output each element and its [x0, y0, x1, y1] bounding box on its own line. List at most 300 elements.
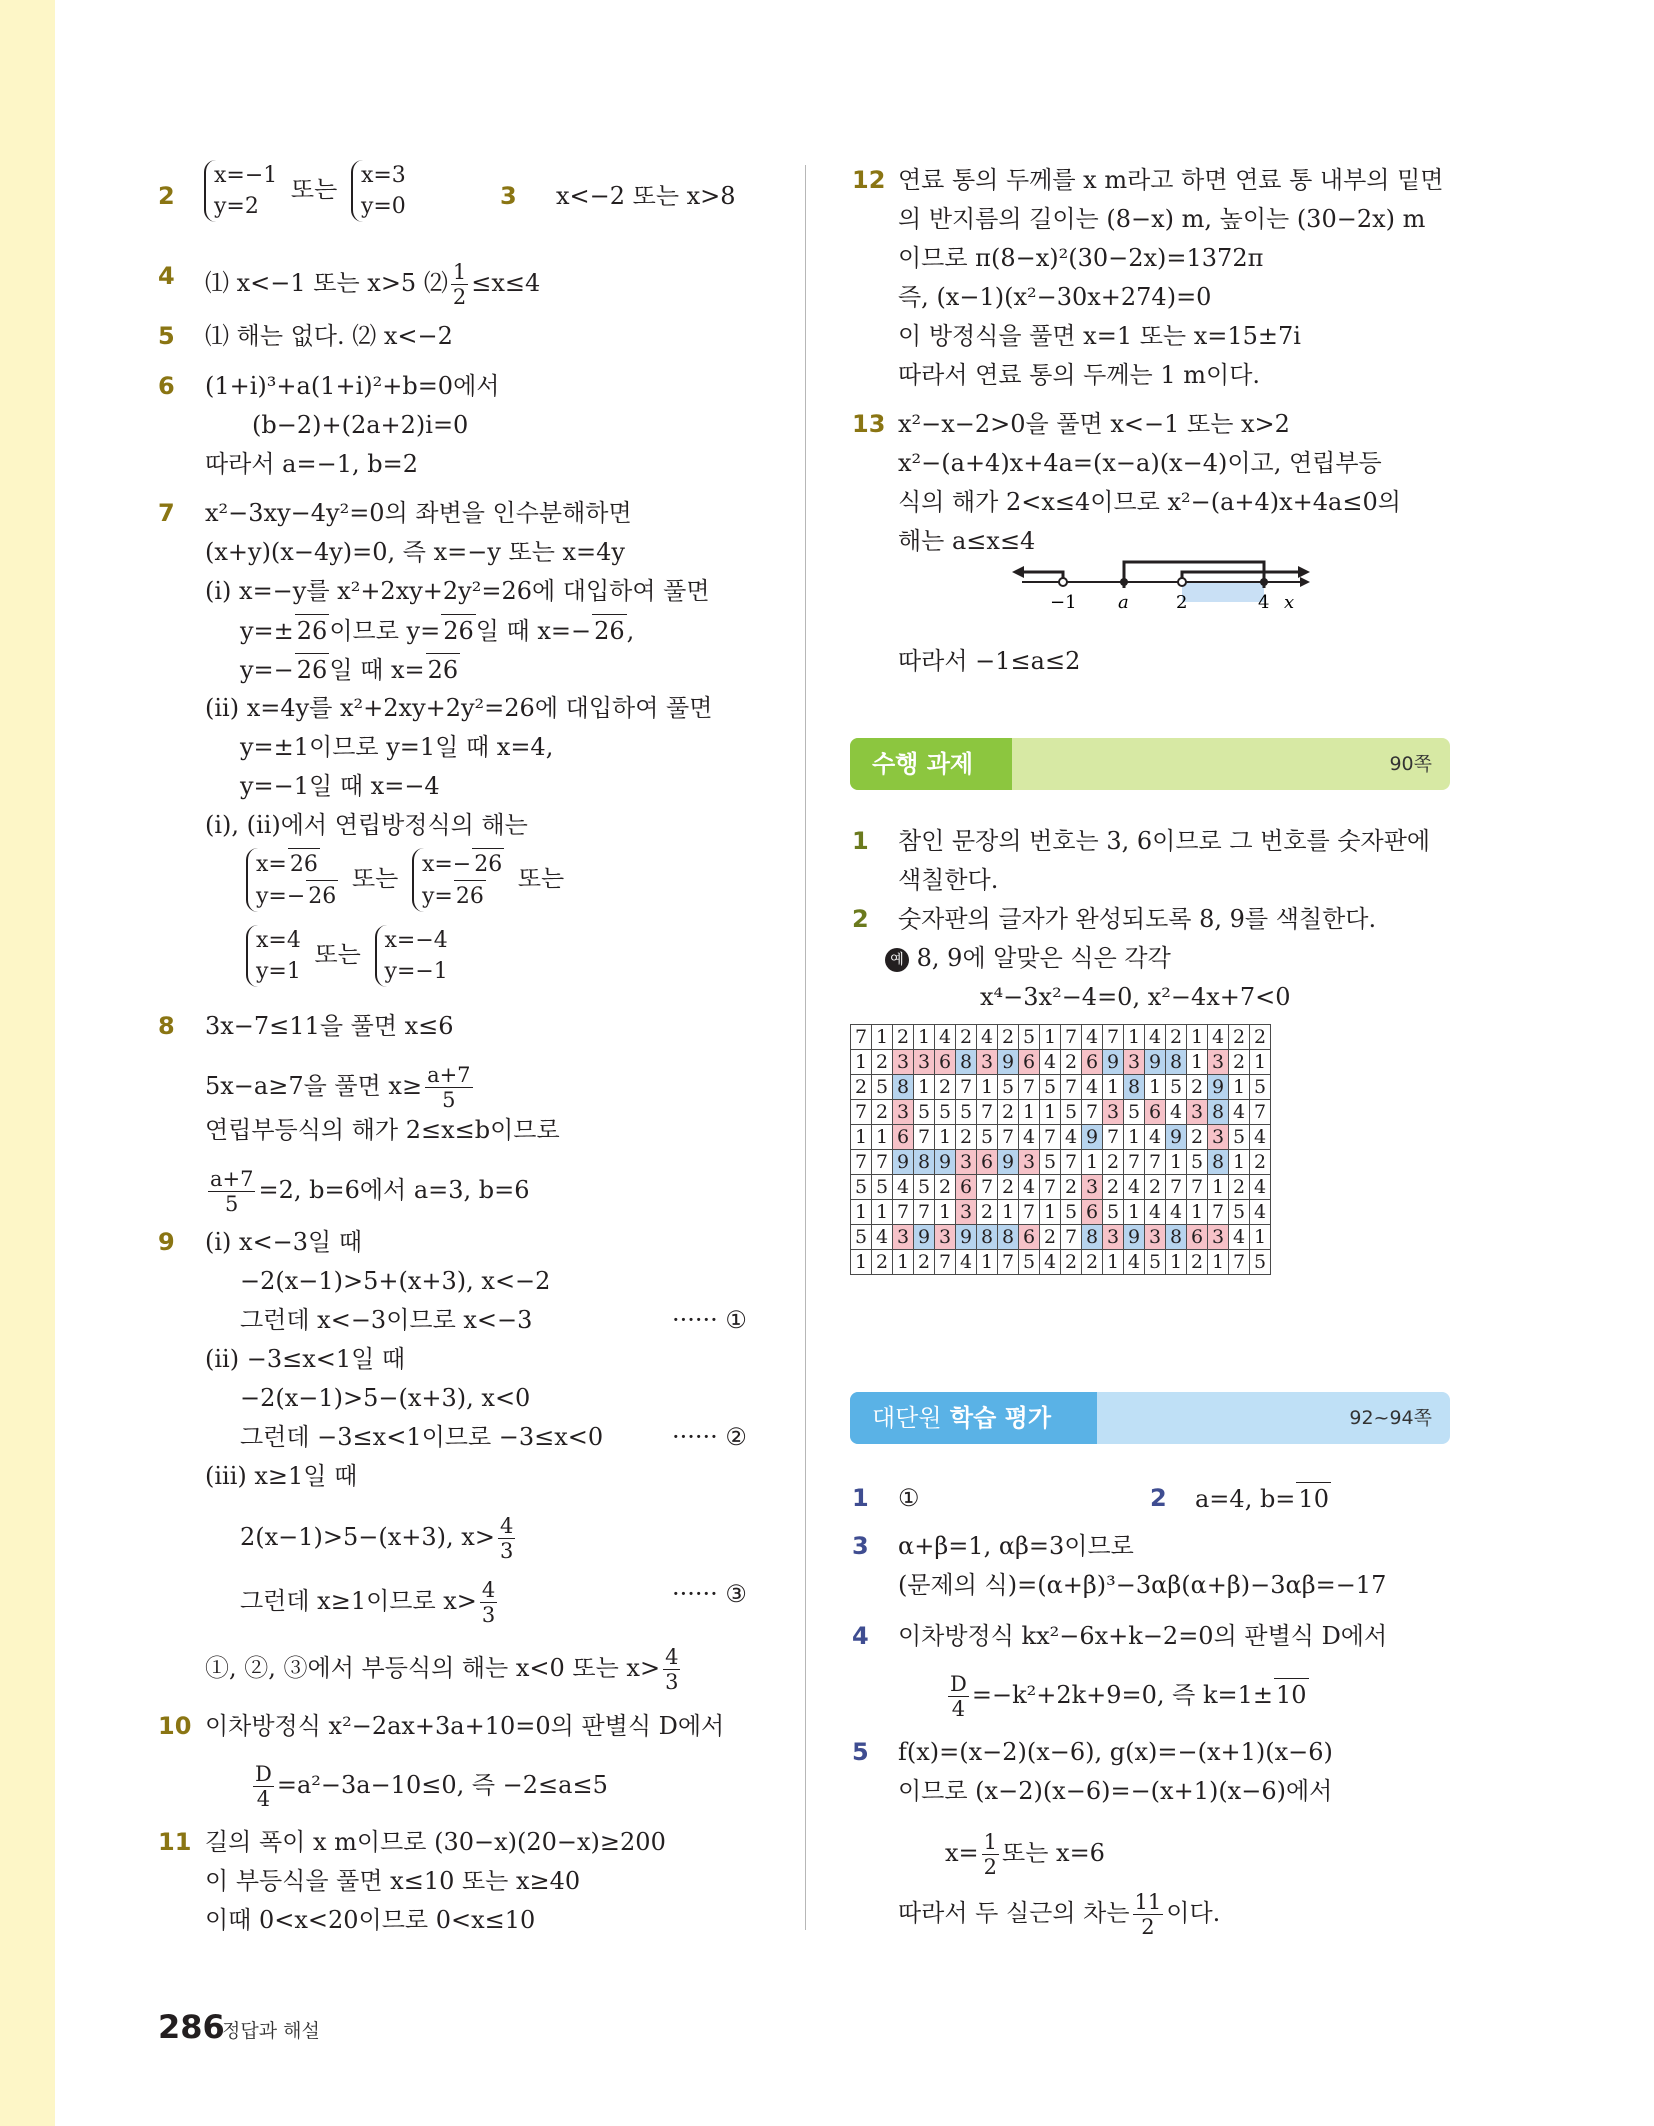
example-badge: 예 [885, 948, 909, 972]
grid-cell: 9 [914, 1225, 935, 1250]
grid-cell: 2 [977, 1200, 998, 1225]
p9-line: 그런데 x≥1이므로 x> $\frac{4}{3}$ [240, 1578, 496, 1627]
problem-number: 4 [158, 262, 175, 290]
grid-cell: 7 [1250, 1100, 1271, 1125]
overlap-region [1182, 582, 1264, 602]
grid-cell: 5 [914, 1175, 935, 1200]
problem-number: 2 [158, 182, 175, 210]
grid-cell: 4 [1145, 1200, 1166, 1225]
p9-line: (iii) x≥1일 때 [205, 1462, 358, 1490]
grid-cell: 5 [1019, 1025, 1040, 1050]
review-answer: ① [898, 1484, 920, 1512]
grid-cell: 4 [1040, 1050, 1061, 1075]
grid-cell: 7 [914, 1200, 935, 1225]
grid-cell: 4 [1250, 1200, 1271, 1225]
grid-cell: 5 [1250, 1250, 1271, 1275]
grid-cell: 8 [1208, 1100, 1229, 1125]
grid-cell: 2 [1103, 1175, 1124, 1200]
grid-cell: 2 [1061, 1175, 1082, 1200]
grid-cell: 1 [1040, 1100, 1061, 1125]
p7-systems-row2: x=4 y=1 또는 x=−4 y=−1 [240, 925, 454, 987]
problem-number: 8 [158, 1012, 175, 1040]
grid-cell: 4 [1145, 1025, 1166, 1050]
grid-cell: 1 [1103, 1075, 1124, 1100]
task-line: x⁴−3x²−4=0, x²−4x+7<0 [980, 983, 1291, 1011]
grid-cell: 6 [1082, 1050, 1103, 1075]
grid-cell: 1 [1124, 1125, 1145, 1150]
review-line: f(x)=(x−2)(x−6), g(x)=−(x+1)(x−6) [898, 1738, 1333, 1766]
grid-cell: 7 [1019, 1075, 1040, 1100]
grid-cell: 2 [998, 1100, 1019, 1125]
grid-cell: 2 [914, 1250, 935, 1275]
grid-cell: 1 [1040, 1025, 1061, 1050]
grid-cell: 1 [998, 1200, 1019, 1225]
grid-cell: 3 [1082, 1175, 1103, 1200]
banner-page: 90쪽 [1389, 753, 1432, 775]
grid-cell: 7 [851, 1150, 872, 1175]
problem-number: 3 [500, 182, 517, 210]
p12-line: 연료 통의 두께를 x m라고 하면 연료 통 내부의 밑면 [898, 166, 1444, 194]
tick-label: x [1284, 592, 1295, 613]
grid-cell: 2 [872, 1100, 893, 1125]
grid-cell: 1 [893, 1250, 914, 1275]
grid-cell: 1 [1019, 1100, 1040, 1125]
grid-cell: 9 [998, 1050, 1019, 1075]
p6-line: (b−2)+(2a+2)i=0 [252, 411, 469, 439]
p12-line: 의 반지름의 길이는 (8−x) m, 높이는 (30−2x) m [898, 205, 1426, 233]
p7-line: y=−1일 때 x=−4 [240, 772, 440, 800]
grid-row [851, 1175, 1271, 1200]
grid-cell: 5 [872, 1075, 893, 1100]
grid-cell: 4 [977, 1025, 998, 1050]
grid-cell: 2 [935, 1075, 956, 1100]
grid-cell: 6 [1187, 1225, 1208, 1250]
column-divider [805, 165, 806, 1930]
grid-cell: 3 [1124, 1050, 1145, 1075]
grid-cell: 1 [1250, 1050, 1271, 1075]
grid-cell: 4 [1082, 1025, 1103, 1050]
grid-cell: 3 [1103, 1100, 1124, 1125]
p7-line: x²−3xy−4y²=0의 좌변을 인수분해하면 [205, 499, 632, 527]
p7-line: (x+y)(x−4y)=0, 즉 x=−y 또는 x=4y [205, 538, 625, 566]
p7-line: (i), (ii)에서 연립방정식의 해는 [205, 811, 528, 839]
grid-row [851, 1025, 1271, 1050]
p11-line: 이때 0<x<20이므로 0<x≤10 [205, 1906, 536, 1934]
grid-cell: 7 [851, 1025, 872, 1050]
grid-cell: 3 [1208, 1125, 1229, 1150]
grid-cell: 9 [1145, 1050, 1166, 1075]
grid-cell: 7 [1061, 1225, 1082, 1250]
grid-cell: 7 [977, 1175, 998, 1200]
p10-line: $\frac{D}{4}$ =a²−3a−10≤0, 즉 −2≤a≤5 [255, 1762, 608, 1811]
grid-cell: 8 [1082, 1225, 1103, 1250]
review-line: 이차방정식 kx²−6x+k−2=0의 판별식 D에서 [898, 1622, 1388, 1650]
grid-cell: 3 [1019, 1150, 1040, 1175]
section-banner-task [850, 738, 1450, 790]
grid-row [851, 1225, 1271, 1250]
problem-number: 1 [852, 827, 869, 855]
left-ray [1022, 572, 1063, 582]
grid-cell: 3 [893, 1100, 914, 1125]
grid-cell: 8 [1166, 1050, 1187, 1075]
review-line: $\frac{D}{4}$ =−k²+2k+9=0, 즉 k=1± 10 [950, 1672, 1307, 1721]
page-number: 286 [158, 2008, 225, 2046]
grid-cell: 5 [1166, 1075, 1187, 1100]
p9-line: (ii) −3≤x<1일 때 [205, 1345, 406, 1373]
p4-answer: ⑴ x<−1 또는 x>5 ⑵ $\frac{1}{2}$ ≤x≤4 [205, 260, 541, 309]
p9-marker: ······ ① [672, 1306, 747, 1334]
grid-cell: 2 [1082, 1250, 1103, 1275]
grid-cell: 2 [1250, 1150, 1271, 1175]
grid-cell: 7 [1082, 1100, 1103, 1125]
grid-cell: 1 [872, 1025, 893, 1050]
problem-number: 5 [852, 1738, 869, 1766]
grid-cell: 3 [1103, 1225, 1124, 1250]
grid-cell: 4 [1019, 1175, 1040, 1200]
grid-row [851, 1075, 1271, 1100]
grid-cell: 4 [1229, 1100, 1250, 1125]
grid-cell: 8 [1166, 1225, 1187, 1250]
grid-cell: 5 [851, 1175, 872, 1200]
p9-line: −2(x−1)>5+(x+3), x<−2 [240, 1267, 551, 1295]
grid-row [851, 1100, 1271, 1125]
problem-number: 1 [852, 1484, 869, 1512]
grid-cell: 5 [977, 1125, 998, 1150]
grid-cell: 7 [1187, 1175, 1208, 1200]
grid-cell: 3 [1145, 1225, 1166, 1250]
grid-cell: 7 [851, 1100, 872, 1125]
grid-cell: 1 [977, 1075, 998, 1100]
grid-cell: 5 [851, 1225, 872, 1250]
grid-cell: 1 [1082, 1150, 1103, 1175]
grid-cell: 8 [998, 1225, 1019, 1250]
grid-cell: 9 [1166, 1125, 1187, 1150]
grid-cell: 1 [1040, 1200, 1061, 1225]
problem-number: 3 [852, 1532, 869, 1560]
section-banner-review [850, 1392, 1450, 1444]
grid-cell: 8 [956, 1050, 977, 1075]
grid-cell: 6 [956, 1175, 977, 1200]
grid-cell: 2 [935, 1175, 956, 1200]
p13-line: 식의 해가 2<x≤4이므로 x²−(a+4)x+4a≤0의 [898, 488, 1401, 516]
grid-cell: 1 [1103, 1250, 1124, 1275]
number-grid [850, 1024, 1271, 1275]
grid-cell: 1 [1208, 1250, 1229, 1275]
grid-cell: 2 [1040, 1225, 1061, 1250]
grid-cell: 9 [1208, 1075, 1229, 1100]
grid-cell: 5 [1145, 1250, 1166, 1275]
grid-cell: 1 [935, 1200, 956, 1225]
grid-cell: 1 [1250, 1225, 1271, 1250]
grid-cell: 8 [1208, 1150, 1229, 1175]
review-answer: a=4, b= 10 [1195, 1482, 1331, 1515]
grid-cell: 4 [935, 1025, 956, 1050]
grid-cell: 2 [1145, 1175, 1166, 1200]
p8-line: 3x−7≤11을 풀면 x≤6 [205, 1012, 454, 1040]
grid-cell: 2 [872, 1050, 893, 1075]
grid-cell: 5 [935, 1100, 956, 1125]
p12-line: 이 방정식을 풀면 x=1 또는 x=15±7i [898, 322, 1301, 350]
p7-line: y=±1이므로 y=1일 때 x=4, [240, 733, 554, 761]
grid-row [851, 1050, 1271, 1075]
grid-cell: 2 [1166, 1025, 1187, 1050]
grid-cell: 9 [956, 1225, 977, 1250]
grid-cell: 7 [977, 1100, 998, 1125]
grid-cell: 2 [893, 1025, 914, 1050]
grid-cell: 4 [1166, 1200, 1187, 1225]
problem-number: 4 [852, 1622, 869, 1650]
banner-title: 대단원 학습 평가 [850, 1392, 1097, 1444]
grid-cell: 1 [1187, 1050, 1208, 1075]
grid-cell: 3 [977, 1050, 998, 1075]
grid-cell: 4 [1250, 1125, 1271, 1150]
p8-line: 연립부등식의 해가 2≤x≤b이므로 [205, 1116, 560, 1144]
grid-cell: 4 [1250, 1175, 1271, 1200]
grid-cell: 7 [998, 1125, 1019, 1150]
grid-cell: 7 [998, 1250, 1019, 1275]
banner-page: 92~94쪽 [1349, 1407, 1432, 1429]
p3-answer: x<−2 또는 x>8 [556, 182, 736, 210]
grid-cell: 5 [998, 1075, 1019, 1100]
grid-cell: 1 [935, 1125, 956, 1150]
review-line: α+β=1, αβ=3이므로 [898, 1532, 1134, 1560]
grid-cell: 5 [1061, 1100, 1082, 1125]
grid-cell: 7 [1145, 1150, 1166, 1175]
grid-cell: 2 [1187, 1125, 1208, 1150]
grid-cell: 2 [1187, 1075, 1208, 1100]
grid-cell: 4 [1229, 1225, 1250, 1250]
grid-cell: 2 [956, 1025, 977, 1050]
grid-cell: 1 [872, 1125, 893, 1150]
grid-cell: 4 [1208, 1025, 1229, 1050]
grid-cell: 1 [1229, 1150, 1250, 1175]
grid-cell: 4 [1061, 1125, 1082, 1150]
grid-cell: 9 [935, 1150, 956, 1175]
grid-cell: 1 [1124, 1200, 1145, 1225]
grid-cell: 6 [1019, 1225, 1040, 1250]
p12-line: 따라서 연료 통의 두께는 1 m이다. [898, 361, 1261, 389]
grid-cell: 1 [851, 1200, 872, 1225]
grid-cell: 8 [893, 1075, 914, 1100]
problem-number: 7 [158, 499, 175, 527]
grid-cell: 7 [1040, 1125, 1061, 1150]
tick-label: 4 [1258, 592, 1270, 613]
p5-answer: ⑴ 해는 없다. ⑵ x<−2 [205, 322, 453, 350]
grid-cell: 7 [935, 1250, 956, 1275]
grid-cell: 7 [1019, 1200, 1040, 1225]
grid-cell: 5 [1019, 1250, 1040, 1275]
task-line: 예 8, 9에 알맞은 식은 각각 [885, 942, 1171, 974]
closed-point [1260, 578, 1268, 586]
axis-arrow [1300, 577, 1310, 587]
grid-cell: 3 [893, 1225, 914, 1250]
p9-line: 2(x−1)>5−(x+3), x> $\frac{4}{3}$ [240, 1514, 514, 1563]
grid-cell: 5 [914, 1100, 935, 1125]
grid-cell: 4 [893, 1175, 914, 1200]
p9-marker: ······ ③ [672, 1580, 747, 1608]
p9-line: 그런데 −3≤x<1이므로 −3≤x<0 [240, 1423, 604, 1451]
footer-label: 정답과 해설 [222, 2020, 320, 2042]
right-ray [1182, 572, 1300, 582]
grid-cell: 1 [872, 1200, 893, 1225]
p6-line: (1+i)³+a(1+i)²+b=0에서 [205, 372, 500, 400]
grid-cell: 1 [1187, 1200, 1208, 1225]
p13-line: 따라서 −1≤a≤2 [898, 647, 1081, 675]
grid-cell: 6 [1019, 1050, 1040, 1075]
grid-cell: 4 [1124, 1175, 1145, 1200]
grid-cell: 9 [1103, 1050, 1124, 1075]
tick-label: −1 [1050, 592, 1077, 613]
problem-number: 12 [852, 166, 886, 194]
grid-cell: 7 [1208, 1200, 1229, 1225]
task-line: 색칠한다. [898, 866, 999, 894]
grid-cell: 2 [1229, 1050, 1250, 1075]
grid-cell: 2 [1250, 1025, 1271, 1050]
banner-title: 수행 과제 [850, 738, 1012, 790]
review-line: (문제의 식)=(α+β)³−3αβ(α+β)−3αβ=−17 [898, 1571, 1387, 1599]
grid-cell: 2 [1103, 1150, 1124, 1175]
grid-cell: 2 [872, 1250, 893, 1275]
grid-cell: 3 [1208, 1225, 1229, 1250]
grid-cell: 7 [1103, 1125, 1124, 1150]
problem-number: 11 [158, 1828, 192, 1856]
grid-cell: 5 [1229, 1200, 1250, 1225]
grid-cell: 6 [1082, 1200, 1103, 1225]
p13-line: x²−x−2>0을 풀면 x<−1 또는 x>2 [898, 410, 1290, 438]
task-line: 숫자판의 글자가 완성되도록 8, 9를 색칠한다. [898, 905, 1377, 933]
grid-cell: 7 [872, 1150, 893, 1175]
grid-cell: 3 [1187, 1100, 1208, 1125]
grid-cell: 4 [1124, 1250, 1145, 1275]
grid-cell: 3 [935, 1225, 956, 1250]
p12-line: 이므로 π(8−x)²(30−2x)=1372π [898, 244, 1264, 272]
grid-cell: 8 [914, 1150, 935, 1175]
grid-cell: 9 [1082, 1125, 1103, 1150]
grid-cell: 2 [1061, 1250, 1082, 1275]
grid-cell: 5 [1103, 1200, 1124, 1225]
grid-cell: 7 [914, 1125, 935, 1150]
grid-cell: 6 [935, 1050, 956, 1075]
grid-cell: 7 [1229, 1250, 1250, 1275]
task-line: 참인 문장의 번호는 3, 6이므로 그 번호를 숫자판에 [898, 827, 1431, 855]
problem-number: 13 [852, 410, 886, 438]
grid-cell: 7 [1061, 1025, 1082, 1050]
grid-cell: 6 [1145, 1100, 1166, 1125]
grid-cell: 5 [1040, 1075, 1061, 1100]
grid-cell: 4 [1082, 1075, 1103, 1100]
grid-cell: 5 [1061, 1200, 1082, 1225]
tick-label: a [1118, 592, 1129, 613]
grid-cell: 5 [1124, 1100, 1145, 1125]
grid-cell: 8 [1124, 1075, 1145, 1100]
open-point [1178, 578, 1186, 586]
grid-row [851, 1200, 1271, 1225]
p2-answer: x=−1 y=2 또는 x=3 y=0 [198, 160, 412, 222]
open-point [1059, 578, 1067, 586]
grid-cell: 9 [893, 1150, 914, 1175]
grid-cell: 4 [956, 1250, 977, 1275]
grid-cell: 7 [1124, 1150, 1145, 1175]
grid-cell: 4 [1019, 1125, 1040, 1150]
review-line: 이므로 (x−2)(x−6)=−(x+1)(x−6)에서 [898, 1777, 1333, 1805]
grid-cell: 1 [1166, 1250, 1187, 1275]
grid-cell: 7 [1061, 1075, 1082, 1100]
p7-line: (i) x=−y를 x²+2xy+2y²=26에 대입하여 풀면 [205, 577, 710, 605]
grid-cell: 2 [1229, 1175, 1250, 1200]
grid-cell: 1 [1229, 1075, 1250, 1100]
grid-cell: 2 [998, 1025, 1019, 1050]
p8-line: 5x−a≥7을 풀면 x≥ $\frac{a+7}{5}$ [205, 1063, 471, 1112]
p7-line: (ii) x=4y를 x²+2xy+2y²=26에 대입하여 풀면 [205, 694, 713, 722]
grid-cell: 2 [1187, 1250, 1208, 1275]
p7-line: y=− 26일 때 x= 26 [240, 653, 460, 686]
p9-line: 그런데 x<−3이므로 x<−3 [240, 1306, 533, 1334]
grid-cell: 4 [1166, 1100, 1187, 1125]
grid-cell: 7 [1103, 1025, 1124, 1050]
grid-cell: 4 [872, 1225, 893, 1250]
grid-cell: 2 [1229, 1025, 1250, 1050]
grid-cell: 6 [977, 1150, 998, 1175]
grid-cell: 1 [851, 1125, 872, 1150]
p7-systems-row1: x= 26 y=− 26 또는 x=− 26 y= 26 또는 [240, 848, 564, 912]
p13-line: x²−(a+4)x+4a=(x−a)(x−4)이고, 연립부등 [898, 449, 1382, 477]
p11-line: 길의 폭이 x m이므로 (30−x)(20−x)≥200 [205, 1828, 666, 1856]
grid-cell: 3 [956, 1150, 977, 1175]
grid-cell: 9 [1124, 1225, 1145, 1250]
margin-stripe [0, 0, 55, 2126]
grid-row [851, 1150, 1271, 1175]
p7-line: y=± 26이므로 y= 26일 때 x=− 26, [240, 614, 634, 647]
problem-number: 9 [158, 1228, 175, 1256]
grid-cell: 2 [956, 1125, 977, 1150]
grid-cell: 3 [893, 1050, 914, 1075]
grid-cell: 1 [1187, 1025, 1208, 1050]
grid-cell: 1 [1208, 1175, 1229, 1200]
problem-number: 5 [158, 322, 175, 350]
grid-cell: 2 [851, 1075, 872, 1100]
grid-cell: 7 [893, 1200, 914, 1225]
grid-cell: 7 [1061, 1150, 1082, 1175]
review-line: 따라서 두 실근의 차는 $\frac{11}{2}$ 이다. [898, 1890, 1221, 1939]
grid-cell: 6 [893, 1125, 914, 1150]
grid-cell: 1 [1124, 1025, 1145, 1050]
grid-cell: 1 [851, 1250, 872, 1275]
p9-marker: ······ ② [672, 1423, 747, 1451]
problem-number: 10 [158, 1712, 192, 1740]
grid-cell: 1 [1145, 1075, 1166, 1100]
tick-label: 2 [1176, 592, 1188, 613]
grid-cell: 5 [872, 1175, 893, 1200]
grid-cell: 7 [956, 1075, 977, 1100]
grid-cell: 4 [1040, 1250, 1061, 1275]
p6-line: 따라서 a=−1, b=2 [205, 450, 418, 478]
grid-cell: 7 [1166, 1175, 1187, 1200]
grid-cell: 2 [1061, 1050, 1082, 1075]
p9-line: (i) x<−3일 때 [205, 1228, 363, 1256]
right-ray-arrow [1298, 566, 1310, 578]
grid-row [851, 1250, 1271, 1275]
grid-cell: 9 [998, 1150, 1019, 1175]
grid-cell: 1 [851, 1050, 872, 1075]
p8-line: $\frac{a+7}{5}$ =2, b=6에서 a=3, b=6 [210, 1167, 530, 1216]
grid-cell: 5 [1187, 1150, 1208, 1175]
grid-cell: 5 [956, 1100, 977, 1125]
problem-number: 2 [1150, 1484, 1167, 1512]
grid-cell: 1 [1166, 1150, 1187, 1175]
p11-line: 이 부등식을 풀면 x≤10 또는 x≥40 [205, 1867, 581, 1895]
grid-cell: 3 [914, 1050, 935, 1075]
p10-line: 이차방정식 x²−2ax+3a+10=0의 판별식 D에서 [205, 1712, 725, 1740]
